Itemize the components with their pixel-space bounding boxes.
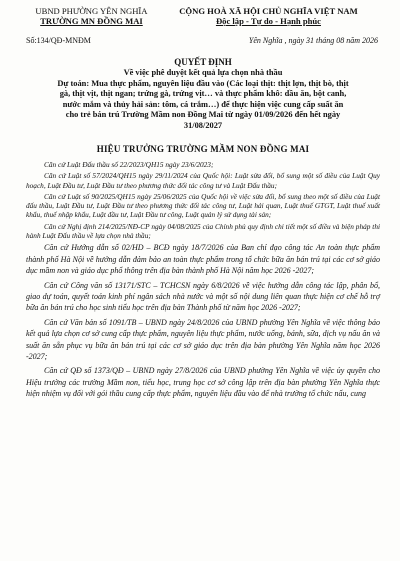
- legal-basis-list: [26, 160, 380, 400]
- document-header: [26, 6, 380, 26]
- ward-name: UBND PHƯỜNG YÊN NGHĨA: [35, 6, 148, 16]
- legal-basis-item: Căn cứ Luật số 57/2024/QH15 ngày 29/11/2024 của Quốc hội: Luật sửa đổi, bổ sung một số điều của Luật Quy hoạch, Luật Đầu tư, Luật Đầu tư theo phương thức đối tác công tư và Luật Đấu thầu;: [26, 171, 380, 190]
- subject-line: 31/08/2027: [183, 120, 223, 130]
- national-motto: Độc lập - Tự do - Hạnh phúc: [215, 16, 321, 26]
- legal-basis-item: Căn cứ QĐ số 1373/QĐ – UBND ngày 27/8/2026 của UBND phường Yên Nghĩa về việc ủy quyền cho Hiệu trưởng các trường Mầm non, tiểu học, trung học cơ sở công lập trên địa bàn phường Yên Nghĩa thực hiện nhiệm vụ đối với gói thầu cung cấp thực phẩm, nguyên liệu đầu vào để nhà trường tổ chức nấu, cung: [26, 366, 380, 399]
- legal-basis-item: Căn cứ Công văn số 13171/STC – TCHCSN ngày 6/8/2026 về việc hướng dẫn công tác lập, phân bổ, giao dự toán, quyết toán kinh phí ngân sách nhà nước và một số nội dung liên quan thực hiện cơ chế hỗ trợ bữa ăn bán trú cho học sinh tiểu học trên địa bàn Thành phố từ năm học 2026 -2027;: [26, 280, 380, 313]
- document-title: QUYẾT ĐỊNH: [174, 57, 232, 67]
- subject-line: Về việc phê duyệt kết quả lựa chọn nhà thầu: [123, 68, 283, 77]
- number-date-row: [26, 36, 380, 45]
- school-name: TRƯỜNG MN ĐỒNG MAI: [40, 16, 143, 26]
- legal-basis-item: Căn cứ Hướng dẫn số 02/HD – BCĐ ngày 18/7/2026 của Ban chỉ đạo công tác An toàn thực phẩm thành phố Hà Nội về hướng dẫn đảm bảo an toàn thực phẩm trong tổ chức bữa ăn bán trú tại các cơ sở giáo dục mầm non và giáo dục phổ thông trên địa bàn thành phố Hà Nội năm học 2026 -2027;: [26, 243, 380, 276]
- subject-line: Dự toán: Mua thực phẩm, nguyên liệu đầu vào (Các loại thịt: thịt lợn, thịt bò, thịt: [57, 78, 349, 88]
- subject-line: cho trẻ bán trú Trường Mầm non Đồng Mai từ ngày 01/09/2026 đến hết ngày: [65, 110, 341, 119]
- issuing-authority: HIỆU TRƯỞNG TRƯỜNG MẦM NON ĐỒNG MAI: [96, 144, 310, 154]
- country-name: CỘNG HOÀ XÃ HỘI CHỦ NGHĨA VIỆT NAM: [179, 6, 358, 16]
- legal-basis-item: Căn cứ Luật số 90/2025/QH15 ngày 25/06/2025 của Quốc hội về việc sửa đổi, bổ sung theo một số điều của Luật đấu thầu, Luật Đầu tư, Luật Đầu tư theo phương thức đối tác công tư, Luật hải quan, Luật thuế GTGT, Luật thuế xuất khẩu, thuế nhập khẩu, Luật đầu tư, Luật Đầu tư công, Luật quản lý sử dụng tài sản;: [26, 191, 380, 220]
- document-number: Số:134/QĐ-MNĐM: [26, 36, 91, 45]
- issuing-body: [26, 6, 157, 26]
- legal-basis-item: Căn cứ Nghị định 214/2025/NĐ-CP ngày 04/08/2025 của Chính phủ quy định chi tiết một số điều và biện pháp thi hành Luật Đấu thầu về lựa chọn nhà thầu;: [26, 221, 380, 241]
- subject-line: nước mắm và thủy hải sản: tôm, cá trắm…) để thực hiện việc cung cấp suất ăn: [62, 99, 344, 109]
- subject-line: gà, thịt vịt, thịt ngan; trứng gà, trứng vịt… và thực phẩm khô: dầu ăn, bột canh,: [59, 89, 347, 98]
- legal-basis-item: Căn cứ Luật Đấu thầu số 22/2023/QH15 ngày 23/6/2023;: [44, 160, 214, 169]
- document-subject: [26, 68, 380, 131]
- national-header: [157, 6, 380, 26]
- issue-date: Yên Nghĩa , ngày 31 tháng 08 năm 2026: [248, 36, 378, 45]
- legal-basis-item: Căn cứ Văn bản số 1091/TB – UBND ngày 24/8/2026 của UBND phường Yên Nghĩa về việc thông báo kết quả lựa chọn cơ sở cung cấp thực phẩm, nguyên liệu thực phẩm, nước uống, bánh, sữa, dịch vụ nấu ăn và suất ăn sẵn phục vụ bữa ăn bán trú tại các cơ sở giáo dục trên địa bàn phường Yên Nghĩa năm học 2026 -2027;: [26, 317, 380, 362]
